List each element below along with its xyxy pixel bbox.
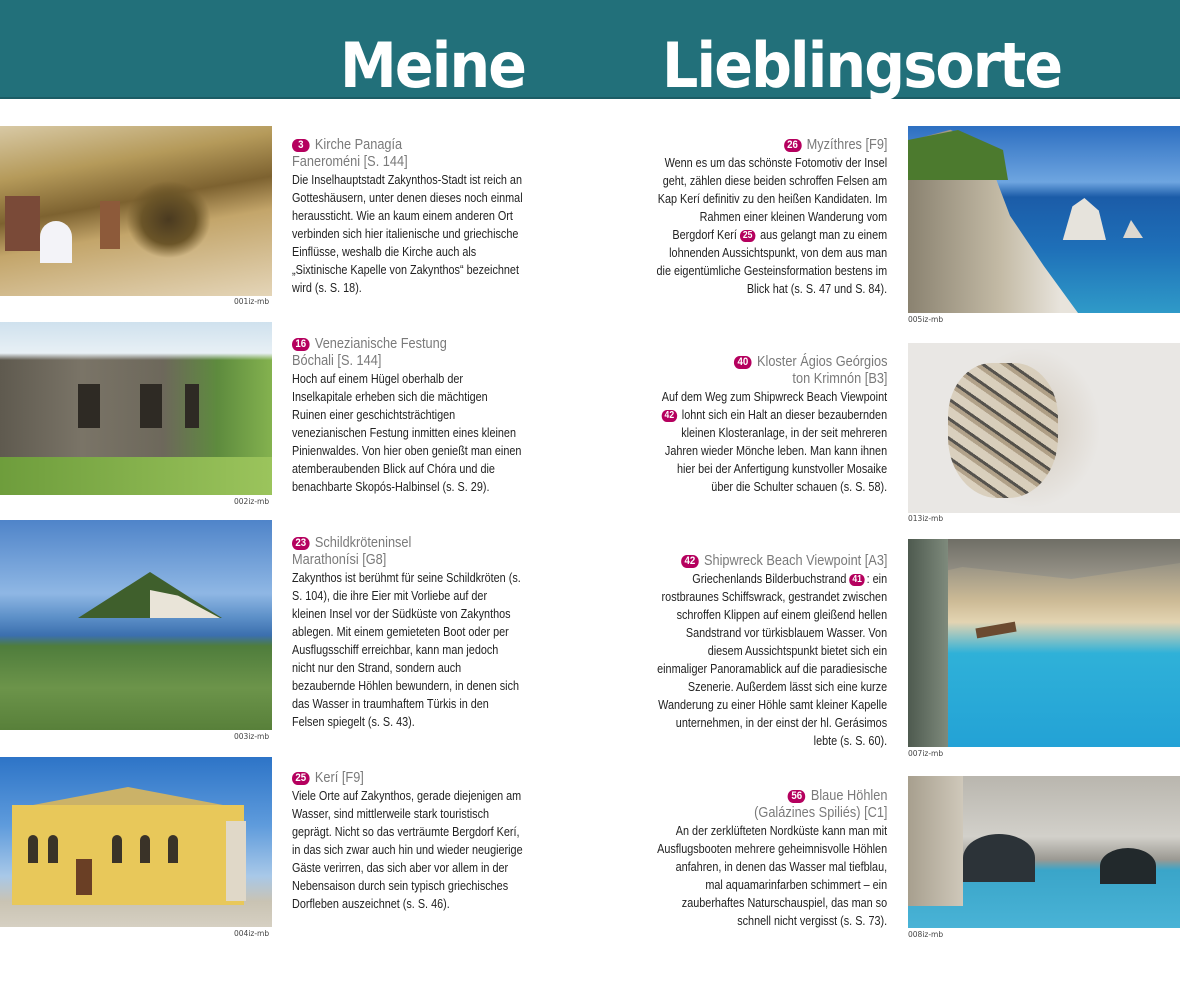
entry-title: 25 Kerí [F9] — [292, 770, 525, 787]
entry-body: Zakynthos ist berühmt für seine Schildkröten (s. S. 104), die ihre Eier mit Vorliebe auf der kleinen Insel vor der Südküste von Zakynthos ablegen. Mit einem gemieteten Boot oder per Ausflugsschiff erreichbar, kann man jedoch nicht nur den Strand, sondern auch bezaubernde Höhlen bewundern, in denen sich das Wasser in traumhaftem Türkis in den Felsen spiegelt (s. S. 43). — [292, 571, 521, 729]
photo-yellow-building — [0, 757, 272, 927]
entry-kloster-agios-georgios — [655, 354, 887, 496]
location-number-badge: 40 — [734, 356, 752, 369]
entry-body: Griechenlands Bilderbuchstrand 41 : ein rostbraunes Schiffswrack, gestrandet zwischen schroffen Klippen auf einem gleißend hellen Sandstrand vor türkisblauem Wasser. Von diesem Aussichtspunkt bietet sich ein einmaliger Panoramablick auf die paradiesische Szenerie. Außerdem lässt sich eine kurze Wanderung zu einer Höhle samt kleiner Kapelle unternehmen, in der einst der hl. Gerásimos lebte (s. S. 60). — [657, 572, 887, 748]
entry-blaue-hoehlen — [655, 788, 887, 930]
location-number-badge: 42 — [681, 555, 699, 568]
entry-shipwreck-beach-viewpoint — [655, 553, 887, 750]
photo-blue-caves — [908, 776, 1180, 928]
entry-body: Auf dem Weg zum Shipwreck Beach Viewpoint 42 lohnt sich ein Halt an dieser bezaubernden kleinen Klosteranlage, in der seit mehreren Jahren wieder Mönche leben. Man kann ihnen hier bei der Anfertigung kunstvoller Mosaike über die Schulter schauen (s. S. 58). — [661, 390, 887, 494]
entry-venezianische-festung — [292, 336, 524, 496]
page-title-lieblingsorte: Lieblingsorte — [662, 29, 1062, 102]
photo-fortress-ruins — [0, 322, 272, 495]
photo-cliffs-sea — [908, 126, 1180, 313]
photo-credit: 002iz-mb — [234, 497, 270, 506]
photo-credit: 004iz-mb — [234, 929, 270, 938]
photo-credit: 008iz-mb — [908, 930, 944, 939]
location-number-badge: 3 — [292, 139, 310, 152]
entry-body: Die Inselhauptstadt Zakynthos-Stadt ist reich an Gotteshäusern, unter denen dieses noch einmal heraussticht. Wie an kaum einem anderen Ort verbinden sich hier italienische und griechische Einflüsse, weshalb die Kirche auch als „Sixtinische Kapelle von Zakynthos“ bezeichnet wird (s. S. 18). — [292, 173, 523, 295]
inline-location-badge: 41 — [849, 574, 864, 586]
entry-kirche-panagia — [292, 137, 524, 297]
entry-keri — [292, 770, 524, 913]
photo-church-interior — [0, 126, 272, 296]
location-number-badge: 23 — [292, 537, 310, 550]
entry-schildkroeteninsel — [292, 535, 524, 731]
photo-credit: 003iz-mb — [234, 732, 270, 741]
photo-credit: 013iz-mb — [908, 514, 944, 523]
entry-body: An der zerklüfteten Nordküste kann man mit Ausflugsbooten mehrere geheimnisvolle Höhlen anfahren, in denen das Wasser mal tiefblau, mal aquamarinfarben schimmert – ein zauberhaftes Naturschauspiel, das man so schnell nicht vergisst (s. S. 73). — [657, 824, 887, 928]
photo-credit: 007iz-mb — [908, 749, 944, 758]
photo-credit: 001iz-mb — [234, 297, 270, 306]
entry-body: Viele Orte auf Zakynthos, gerade diejenigen am Wasser, sind mittlerweile stark touristisch geprägt. Nicht so das verträumte Bergdorf Kerí, in das sich zwar auch hin und wieder neugierige Gäste verirren, das sich aber vor allem in der Nebensaison durch sein typisch griechisches Dorfleben auszeichnet (s. S. 46). — [292, 789, 523, 911]
inline-location-badge: 42 — [661, 410, 676, 422]
photo-mosaic-face — [908, 343, 1180, 513]
location-number-badge: 16 — [292, 338, 310, 351]
entry-body: Hoch auf einem Hügel oberhalb der Inselkapitale erheben sich die mächtigen Ruinen einer geschichtsträchtigen venezianischen Festung inmitten eines kleinen Pinienwaldes. Von hier oben genießt man einen atemberaubenden Blick auf Chóra und die benachbarte Skopós-Halbinsel (s. S. 29). — [292, 372, 522, 494]
entry-body: Wenn es um das schönste Fotomotiv der Insel geht, zählen diese beiden schroffen Felsen am Kap Kerí definitiv zu den heißen Kandidaten. Im Rahmen einer kleinen Wanderung vom Bergdorf Kerí 25 aus gelangt man zu einem lohnenden Aussichtspunkt, von dem aus man die eigentümliche Gesteinsformation bestens im Blick hat (s. S. 47 und S. 84). — [656, 156, 887, 296]
entry-title: 56 Blaue Höhlen (Galázines Spiliés) [C1] — [753, 788, 887, 821]
page-title-meine: Meine — [340, 29, 526, 102]
photo-turtle-island — [0, 520, 272, 730]
entry-title: 23 Schildkröteninsel Marathonísi [G8] — [292, 535, 412, 568]
location-number-badge: 56 — [787, 790, 805, 803]
inline-location-badge: 25 — [740, 230, 755, 242]
entry-title: 42 Shipwreck Beach Viewpoint [A3] — [654, 553, 887, 570]
photo-shipwreck-beach — [908, 539, 1180, 747]
location-number-badge: 26 — [783, 139, 801, 152]
entry-title: 40 Kloster Ágios Geórgios ton Krimnón [B3] — [654, 354, 887, 388]
location-number-badge: 25 — [292, 772, 310, 785]
entry-myzithres — [655, 137, 887, 298]
entry-title: 26 Myzíthres [F9] — [654, 137, 887, 154]
photo-credit: 005iz-mb — [908, 315, 944, 324]
entry-title: 3 Kirche Panagía Faneroméni [S. 144] — [292, 137, 408, 170]
page-header — [0, 0, 1180, 102]
entry-title: 16 Venezianische Festung Bóchali [S. 144] — [292, 336, 447, 369]
